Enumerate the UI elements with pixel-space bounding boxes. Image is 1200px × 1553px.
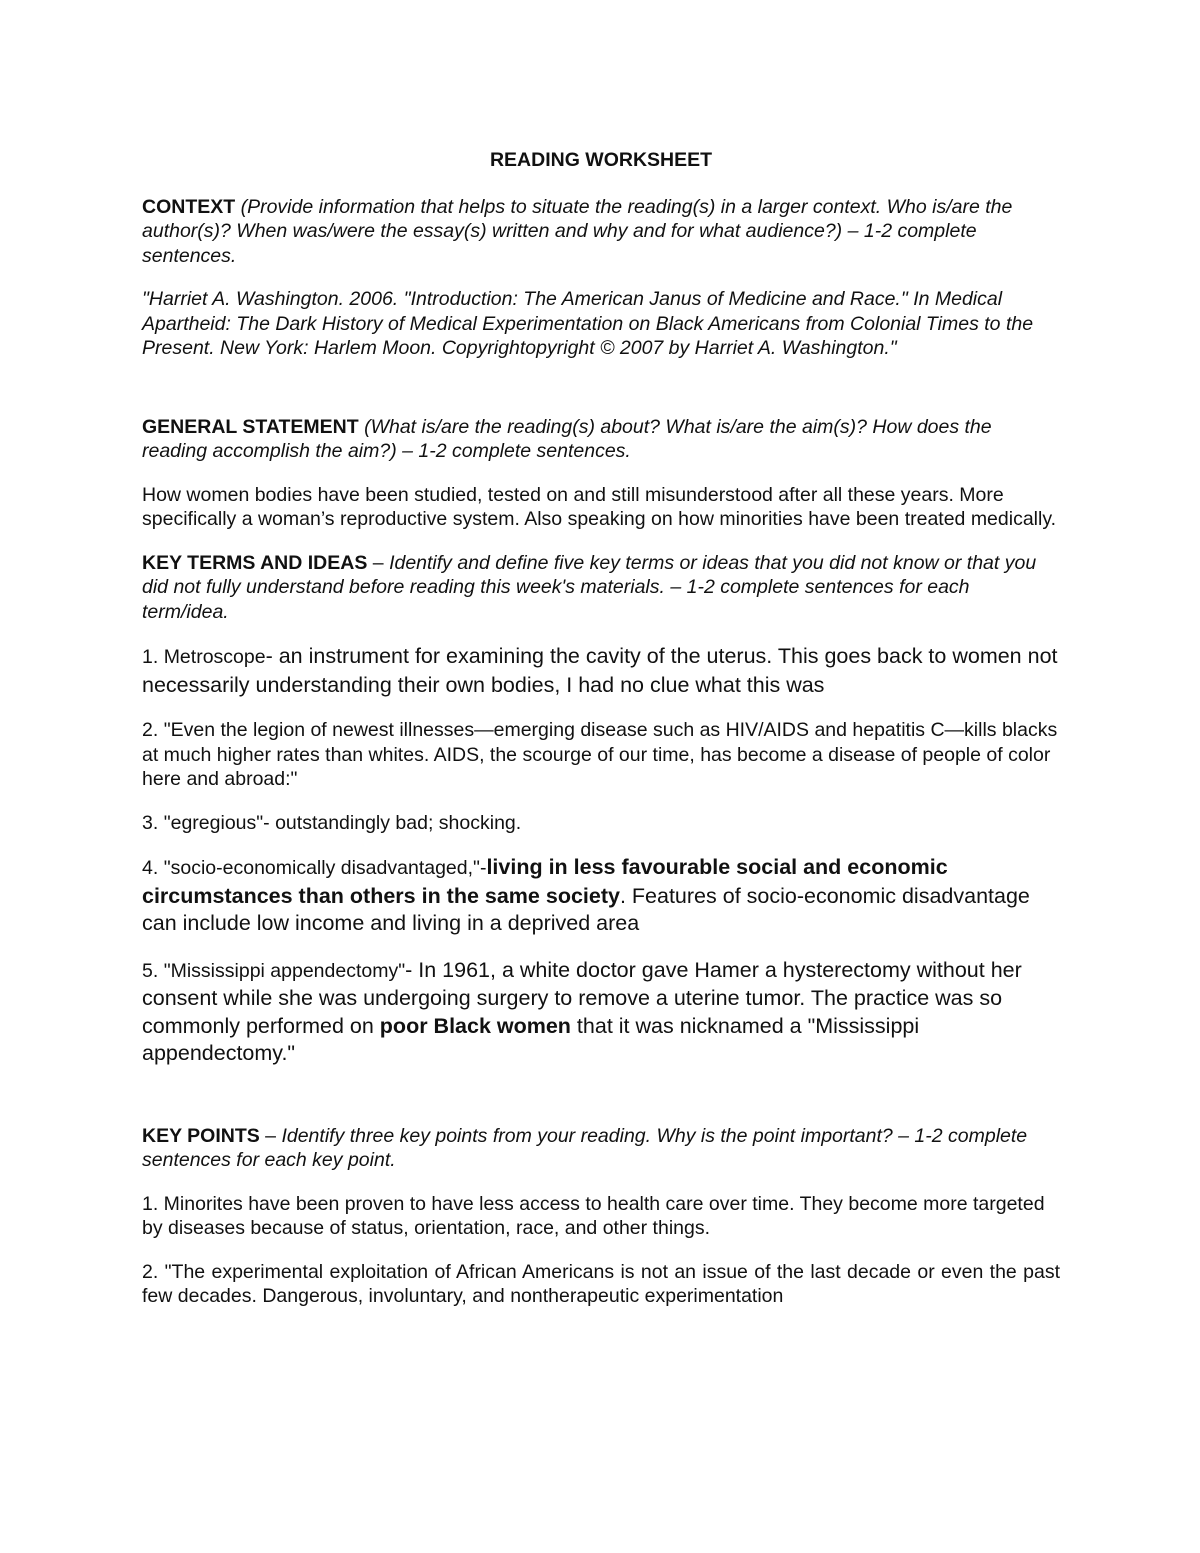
key-point-2: 2. "The experimental exploitation of African Americans is not an issue of the last decade or even the past few decades. Dangerous, involuntary, and nontherapeutic experimentation <box>142 1260 1060 1307</box>
key-term-1-number: 1. <box>142 646 164 668</box>
key-term-1-term: Metroscope <box>163 646 266 668</box>
key-term-1-text: - an instrument for examining the cavity of the uterus. This goes back to women not necessarily understanding their own bodies, I had no clue what this was <box>142 644 1058 697</box>
key-points-dash: – <box>259 1124 282 1147</box>
key-point-1: 1. Minorites have been proven to have less access to health care over time. They become more targeted by diseases because of status, orientation, race, and other things. <box>142 1192 1045 1239</box>
key-term-4-bold: living in less favourable social and economic circumstances than others in the same society <box>142 855 948 908</box>
page-title: READING WORKSHEET <box>489 149 713 171</box>
key-term-5-term: "Mississippi appendectomy" <box>163 959 406 982</box>
key-term-2 <box>142 718 1060 792</box>
spacer <box>142 361 1060 415</box>
key-term-5 <box>142 957 1060 1068</box>
key-term-2-number: 2. <box>142 719 164 741</box>
general-statement-heading: GENERAL STATEMENT <box>142 415 359 438</box>
general-statement-prompt <box>142 415 1060 464</box>
key-term-4 <box>142 854 1060 938</box>
key-term-5-number: 5. <box>142 959 164 982</box>
key-term-4-rest: . Features of socio-economic disadvantage can include low income and living in a deprived area <box>142 883 1030 935</box>
key-term-3 <box>142 811 1060 836</box>
key-term-4-term: "socio-economically disadvantaged,"- <box>163 857 487 879</box>
general-statement-answer: How women bodies have been studied, tested on and still misunderstood after all these years. More specifically a woman’s reproductive system. Also speaking on how minorities have been treated medically. <box>142 483 1057 530</box>
key-points-instructions: Identify three key points from your reading. Why is the point important? – 1-2 complete sentences for each key point. <box>142 1124 1028 1171</box>
key-term-5-bold: poor Black women <box>379 1013 571 1038</box>
key-term-1 <box>142 643 1060 699</box>
key-points-heading: KEY POINTS <box>142 1124 260 1147</box>
key-terms-heading: KEY TERMS AND IDEAS <box>142 551 368 574</box>
context-citation: "Harriet A. Washington. 2006. "Introduction: The American Janus of Medicine and Race." In Medical Apartheid: The Dark History of Medical Experimentation on Black Americans from Colonial Times to the Present. New York: Harlem Moon. Copyrightopyright © 2007 by Harriet A. Washington." <box>142 288 1034 359</box>
spacer <box>142 1068 1060 1124</box>
key-term-3-number: 3. <box>142 811 164 834</box>
key-terms-prompt <box>142 551 1060 625</box>
context-heading: CONTEXT <box>142 195 236 218</box>
context-prompt <box>142 195 1060 269</box>
key-term-3-text: "egregious"- outstandingly bad; shocking. <box>163 811 522 834</box>
key-points-prompt <box>142 1124 1060 1173</box>
context-instructions: (Provide information that helps to situate the reading(s) in a larger context. Who is/are the author(s)? When was/were the essay(s) written and why and for what audience?) – 1-2 complete sentences. <box>142 195 1013 267</box>
key-term-4-number: 4. <box>142 857 164 879</box>
key-terms-instructions: Identify and define five key terms or ideas that you did not know or that you did not fully understand before reading this week's materials. – 1-2 complete sentences for each term/idea. <box>142 551 1037 623</box>
key-term-2-text: "Even the legion of newest illnesses—emerging disease such as HIV/AIDS and hepatitis C—kills blacks at much higher rates than whites. AIDS, the scourge of our time, has become a disease of people of color here and abroad:" <box>142 719 1058 790</box>
worksheet-page <box>142 148 1060 1309</box>
key-term-5-text-a: - In 1961, a white doctor gave Hamer a hysterectomy without her consent while she was undergoing surgery to remove a uterine tumor. The practice was so commonly performed on <box>142 957 1022 1038</box>
key-term-5-text-b: that it was nicknamed a "Mississippi appendectomy." <box>142 1013 920 1065</box>
key-terms-dash: – <box>367 551 390 574</box>
general-statement-instructions: (What is/are the reading(s) about? What is/are the aim(s)? How does the reading accomplish the aim?) – 1-2 complete sentences. <box>142 415 992 462</box>
